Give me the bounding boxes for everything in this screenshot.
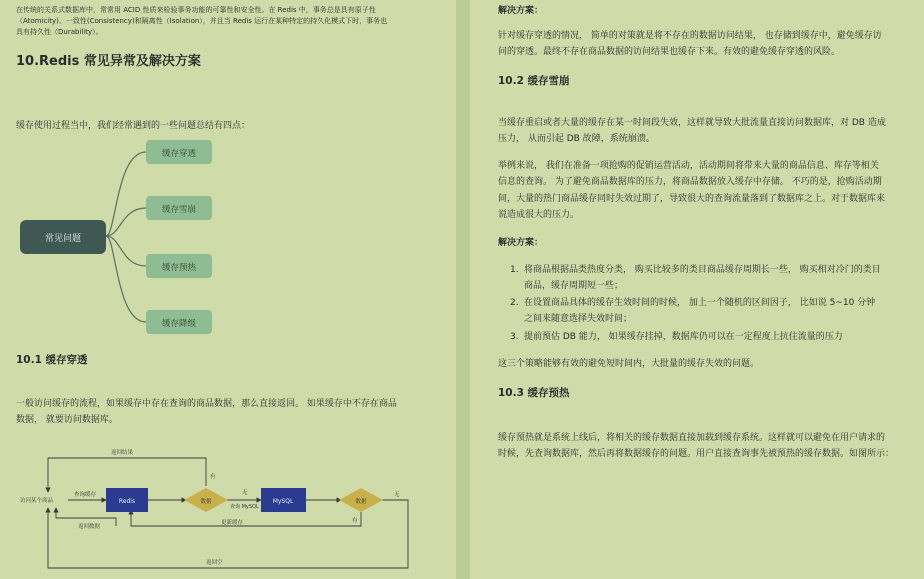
mindmap-branch-label: 缓存穿透 xyxy=(161,149,197,159)
summary-line: 这三个策略能够有效的避免短时间内，大批量的缓存失效的问题。 xyxy=(498,359,760,369)
list-item xyxy=(510,264,881,277)
p2-line-3: 间，大量的热门商品缓存同时失效过期了，导致很大的查询流量落到了数据库之上。对于数据库来 xyxy=(498,194,886,204)
section-title: 10.Redis 常见异常及解决方案 xyxy=(16,54,201,69)
list-item-continued: 之间来随意选择失效时间； xyxy=(524,314,633,324)
intro-line-2: （Atomicity)、一致性(Consistency)和隔离性（Isolation），并且当 Redis 运行在某种特定的持久化模式下时，事务也 xyxy=(16,17,388,25)
flow-label-none-2: 无 xyxy=(394,492,400,498)
flow-label-return-result: 返回结果 xyxy=(111,450,134,456)
sol1-line-1: 针对缓存穿透的情况， 简单的对策就是将不存在的数据访问结果， 也存储到缓存中，避免缓存访 xyxy=(498,31,882,41)
flow-label-yes-bottom: 有 xyxy=(352,518,358,524)
mindmap-branch-label: 缓存预热 xyxy=(161,263,197,273)
solution-label-1: 解决方案： xyxy=(498,6,544,16)
list-item-number: 2. xyxy=(510,298,519,308)
p2-line-4: 说造成很大的压力。 xyxy=(498,210,580,220)
p2-line-1: 举例来说， 我们在准备一项抢购的促销运营活动，活动期间将带来大量的商品信息、库存等相关 xyxy=(498,161,879,171)
flow-label-redis: Redis xyxy=(118,498,136,505)
flow-label-query-mysql: 查询 MySQL xyxy=(230,504,259,510)
subsection-title-10-2: 10.2 缓存雪崩 xyxy=(498,75,570,87)
flow-label-data-1: 数据 xyxy=(200,499,212,505)
list-item-number: 3. xyxy=(510,332,519,342)
flow-label-visitor: 访问某个商品 xyxy=(20,498,54,504)
list-item xyxy=(510,297,875,310)
page-gutter xyxy=(456,0,470,579)
intro-line-1: 在传统的关系式数据库中，常常用 ACID 性质来检验事务功能的可靠性和安全性。在 Redis 中，事务总是具有原子性 xyxy=(16,6,376,14)
sub1-line-1: 一般访问缓存的流程，如果缓存中存在查询的商品数据，那么直接返回。 如果缓存中不存在商品 xyxy=(16,399,397,409)
p1-line-2: 压力， 从而引起 DB 故障，系统崩溃。 xyxy=(498,134,655,144)
p1-line-1: 当缓存重启或者大量的缓存在某一时间段失效，这样就导致大批流量直接访问数据库，对 DB 造成 xyxy=(498,118,886,128)
right-page xyxy=(470,0,924,579)
list-item-text: 提前预估 DB 能力， 如果缓存挂掉，数据库仍可以在一定程度上抗住流量的压力 xyxy=(524,332,843,342)
mindmap-branch-label: 缓存降级 xyxy=(161,319,197,329)
mindmap-branch-label: 缓存雪崩 xyxy=(161,205,197,215)
list-item-text: 将商品根据品类热度分类， 购买比较多的类目商品缓存周期长一些， 购买相对冷门的类目 xyxy=(524,265,881,275)
flow-label-return-data: 返回数据 xyxy=(78,524,101,530)
subsection-title-10-3: 10.3 缓存预热 xyxy=(498,387,570,399)
p3-line-1: 缓存预热就是系统上线后，将相关的缓存数据直接加载到缓存系统。这样就可以避免在用户请求的 xyxy=(498,433,886,443)
flow-label-query-cache: 查询缓存 xyxy=(74,492,97,498)
left-page xyxy=(0,0,456,579)
intro-line-3: 具有持久性（Durability）。 xyxy=(16,28,103,36)
cache-flow-diagram xyxy=(16,446,416,576)
flow-label-mysql: MySQL xyxy=(272,498,294,505)
list-item-text: 在设置商品具体的缓存生效时间的时候， 加上一个随机的区间因子， 比如说 5~10 分钟 xyxy=(524,298,876,308)
sol1-line-2: 问的穿透。最终不存在商品数据的访问结果也缓存下来。有效的避免缓存穿透的风险。 xyxy=(498,47,841,57)
solution-label-2: 解决方案： xyxy=(498,238,544,248)
p3-line-2: 时候，先查询数据库，然后再将数据缓存的问题。用户直接查询事先被预热的缓存数据。如图所示： xyxy=(498,449,895,459)
list-item-number: 1. xyxy=(510,265,519,275)
list-item xyxy=(510,331,843,344)
flow-label-data-2: 数据 xyxy=(355,499,367,505)
subsection-title-10-1: 10.1 缓存穿透 xyxy=(16,354,88,366)
flow-label-update-cache: 更新缓存 xyxy=(221,520,244,526)
sub1-line-2: 数据， 就要访问数据库。 xyxy=(16,415,118,425)
mindmap-root-label: 常见问题 xyxy=(44,234,82,244)
flow-label-yes-top: 有 xyxy=(210,474,216,480)
list-item-continued: 商品，缓存周期短一些； xyxy=(524,281,624,291)
p2-line-2: 信息的查询。 为了避免商品数据库的压力，将商品数据放入缓存中存储。 不巧的是，抢购活动期 xyxy=(498,177,882,187)
summary-text: 缓存使用过程当中，我们经常遇到的一些问题总结有四点： xyxy=(16,121,251,131)
flow-label-none-1: 无 xyxy=(242,490,248,496)
mindmap-diagram xyxy=(16,136,246,346)
flow-label-return-empty: 返回空 xyxy=(206,560,223,566)
